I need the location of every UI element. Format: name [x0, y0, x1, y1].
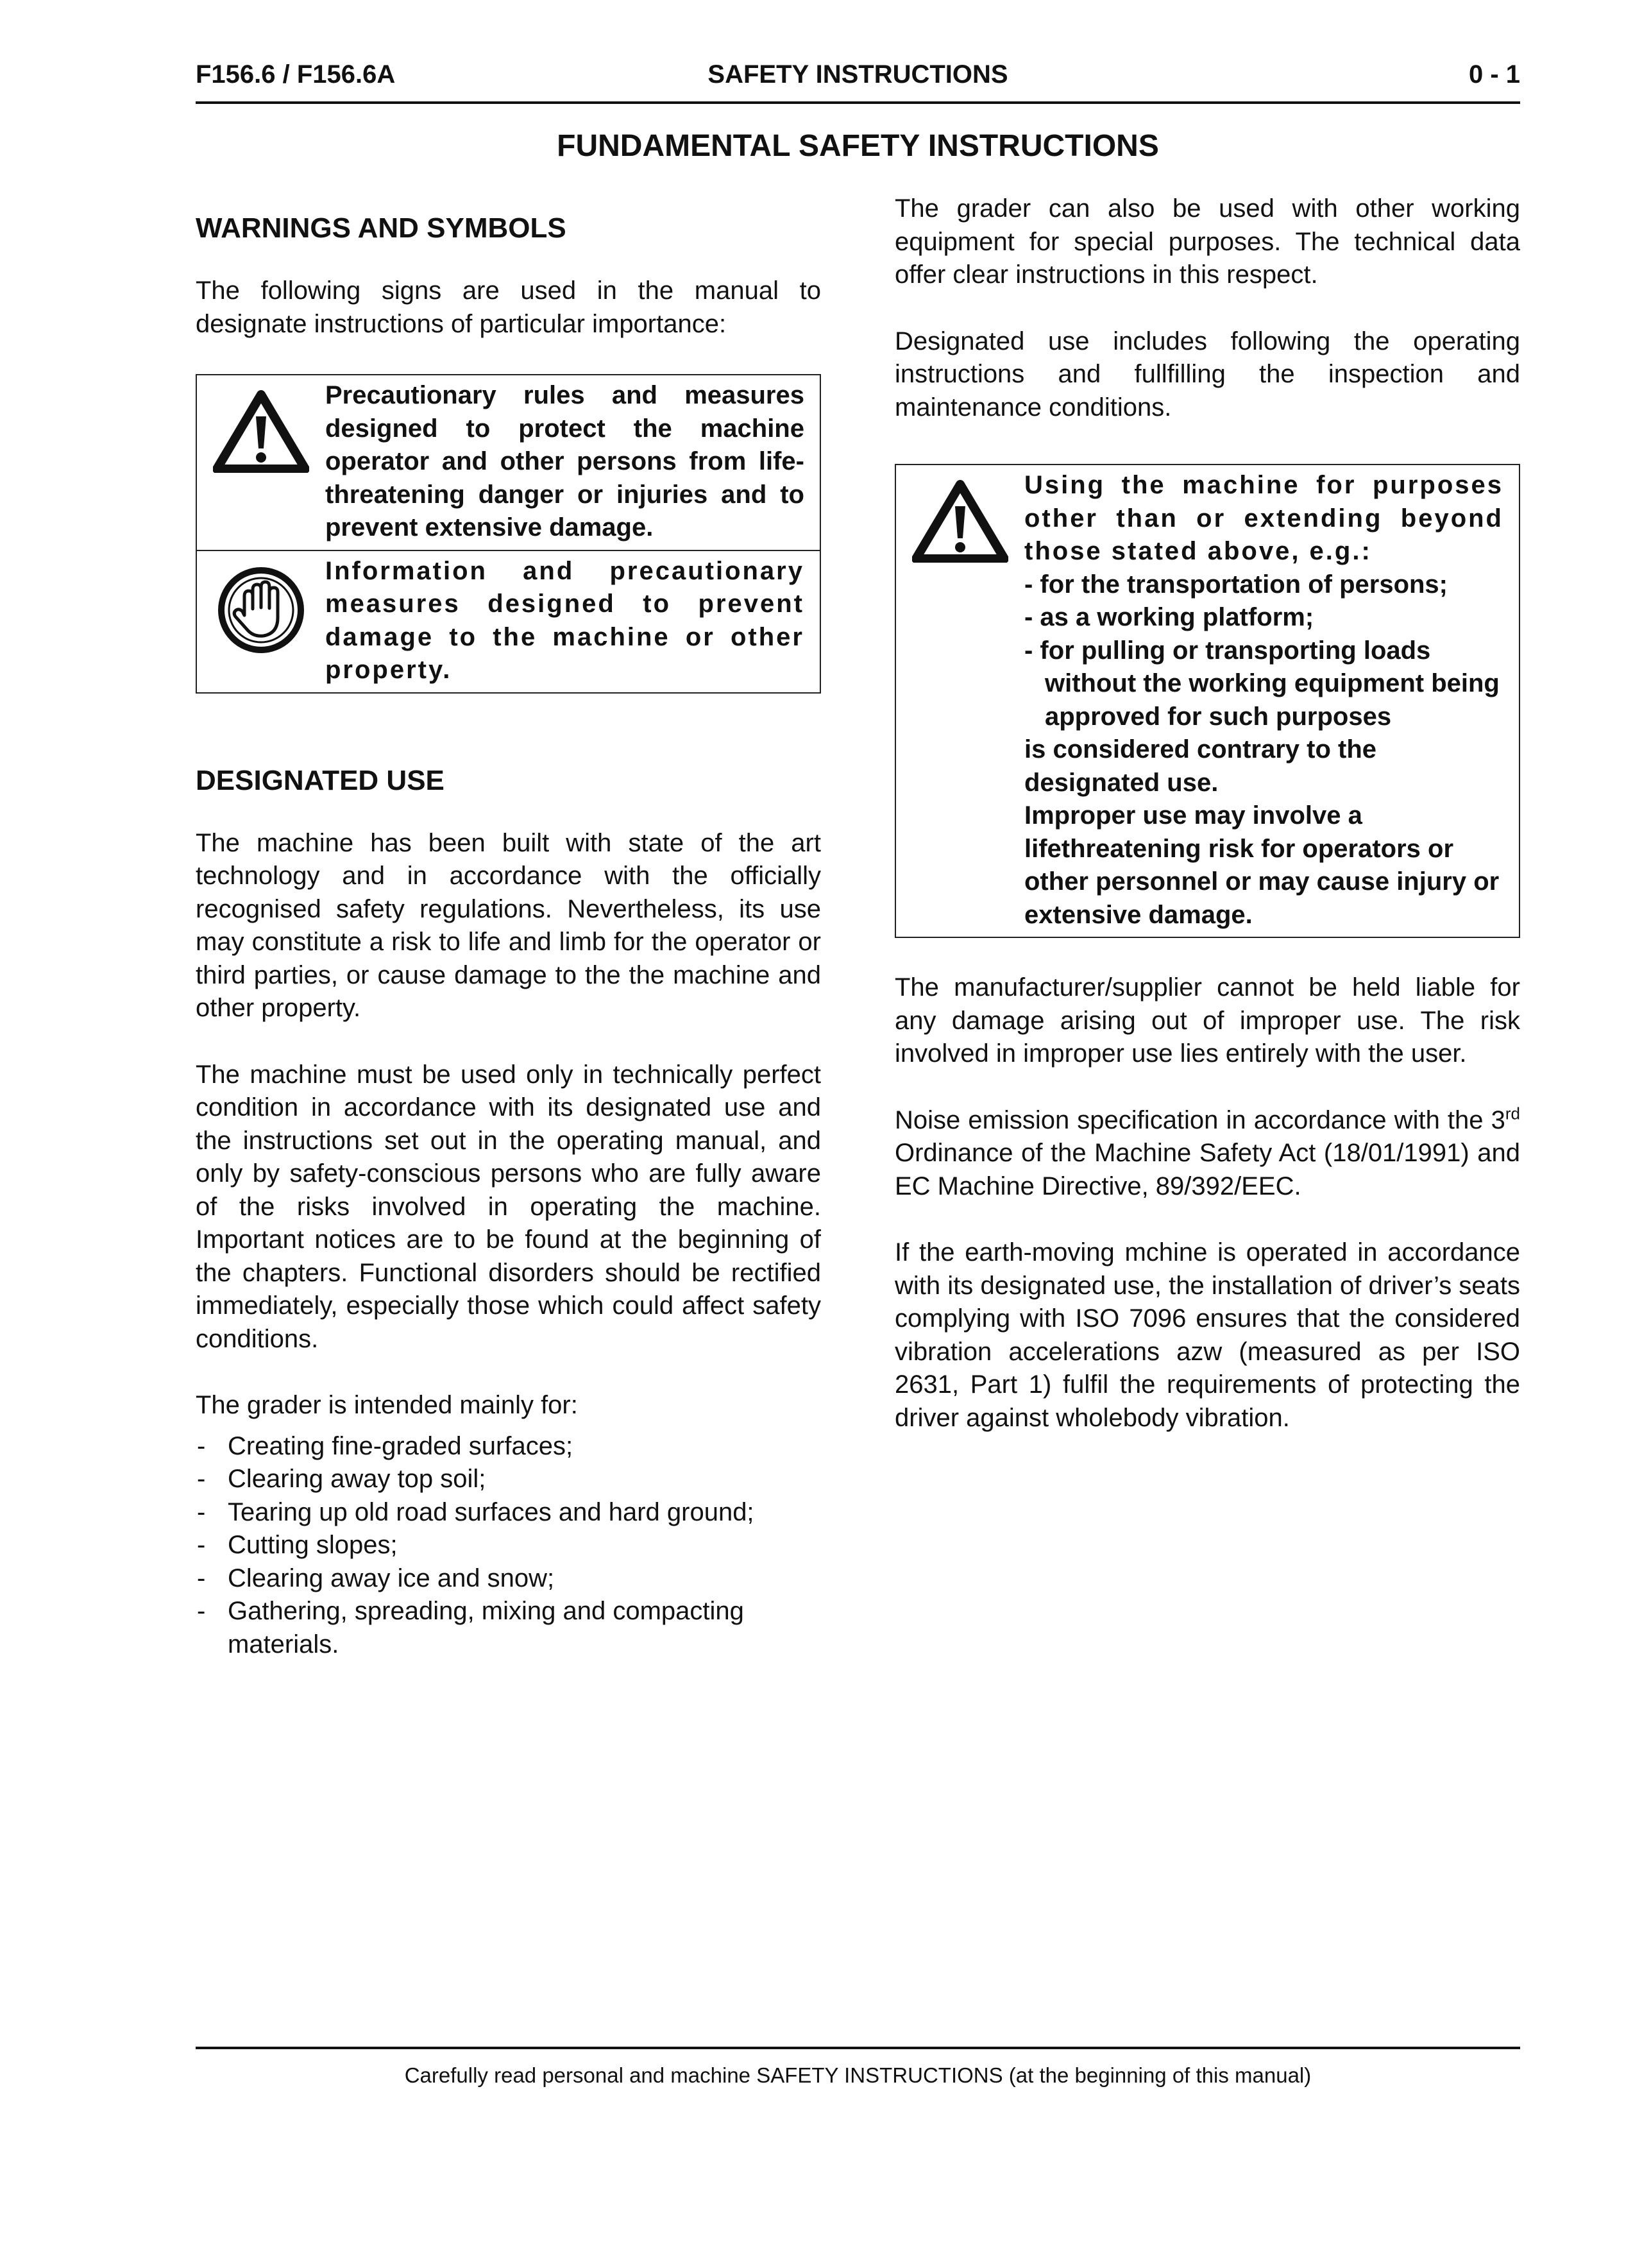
ordinal-suffix: rd: [1505, 1104, 1520, 1123]
grader-uses-list: [196, 1430, 821, 1662]
list-item: - Cutting slopes;: [196, 1529, 821, 1562]
symbol-caution-text: Information and precautionary measures designed to prevent damage to the machine or other property.: [325, 556, 804, 684]
designated-use-paragraph-1: The machine has been built with state of the art technology and in accordance with the officially recognised safety regulations. Nevertheless, its use may constitute a risk to life and limb for the operator or third parties, or cause damage to the the machine and other property.: [196, 828, 821, 1022]
page-header: [196, 56, 1520, 104]
improper-use-warning-box: [895, 464, 1520, 938]
improper-use-warning-text: [1024, 465, 1519, 937]
vibration-paragraph: If the earth-moving mchine is operated in accordance with its designated use, the installation of driver’s seats complying with ISO 7096 ensures that the considered vibration accelerations azw (measured as per ISO 2631, Part 1) fulfil the requirements of protecting the driver against wholebody vibration.: [895, 1238, 1520, 1432]
other-equipment-paragraph: The grader can also be used with other working equipment for special purposes. The technical data offer clear instructions in this respect.: [895, 194, 1520, 289]
warnings-intro: The following signs are used in the manual to designate instructions of particular importance:: [196, 277, 821, 338]
warning-triangle-icon: [896, 465, 1024, 937]
warning-intro: Using the machine for purposes other than or extending beyond those stated above, e.g.:: [1024, 471, 1503, 565]
list-item: - for the transportation of persons;: [1024, 570, 1448, 599]
list-item: - Creating fine-graded surfaces;: [196, 1430, 821, 1463]
noise-text-suffix: Ordinance of the Machine Safety Act (18/01/1991) and EC Machine Directive, 89/392/EEC.: [895, 1139, 1520, 1200]
list-item: - for pulling or transporting loads without the working equipment being approved for such purposes: [1024, 636, 1500, 731]
grader-intro: The grader is intended mainly for:: [196, 1391, 578, 1419]
hand-stop-icon: [197, 551, 325, 692]
model-number: F156.6 / F156.6A: [196, 60, 396, 89]
designated-use-paragraph-2: The machine must be used only in technically perfect condition in accordance with its designated use and the instructions set out in the operating manual, and only by safety-conscious persons who are fully aware of the risks involved in operating the machine. Important notices are to be found at the beginning of the chapters. Functional disorders should be rectified immediately, especially those which could affect safety conditions.: [196, 1060, 821, 1353]
list-item: - Clearing away top soil;: [196, 1463, 821, 1496]
noise-emission-paragraph: [895, 1104, 1520, 1204]
page-number: 0 - 1: [1468, 60, 1520, 89]
page-footer: Carefully read personal and machine SAFETY INSTRUCTIONS (at the beginning of this manual): [404, 2063, 1312, 2087]
warning-conclusion: is considered contrary to the designated use.: [1024, 735, 1377, 797]
warning-triangle-icon: [197, 375, 325, 550]
liability-paragraph: The manufacturer/supplier cannot be held liable for any damage arising out of improper use. The risk involved in improper use lies entirely with the user.: [895, 973, 1520, 1068]
symbol-row-danger: [197, 375, 820, 550]
designated-use-heading: DESIGNATED USE: [196, 764, 444, 796]
footer-divider: [196, 2047, 1520, 2049]
section-title: SAFETY INSTRUCTIONS: [707, 60, 1008, 89]
right-column: [895, 192, 1520, 1468]
warnings-heading: WARNINGS AND SYMBOLS: [196, 212, 566, 244]
noise-text-prefix: Noise emission specification in accordance with the 3: [895, 1105, 1505, 1134]
warning-improper-use: Improper use may involve a lifethreatening risk for operators or other personnel or may cause injury or extensive damage.: [1024, 801, 1500, 929]
symbol-row-caution: [197, 550, 820, 692]
left-column: [196, 192, 821, 1661]
designated-use-includes-paragraph: Designated use includes following the operating instructions and fullfilling the inspection and maintenance conditions.: [895, 327, 1520, 422]
symbols-table: [196, 374, 821, 694]
list-item: - Tearing up old road surfaces and hard ground;: [196, 1496, 821, 1530]
list-item: - as a working platform;: [1024, 603, 1314, 631]
list-item: - Clearing away ice and snow;: [196, 1562, 821, 1596]
warning-list: [1024, 568, 1503, 734]
list-item: - Gathering, spreading, mixing and compacting materials.: [196, 1595, 821, 1661]
page-title: FUNDAMENTAL SAFETY INSTRUCTIONS: [557, 129, 1159, 163]
symbol-danger-text: Precautionary rules and measures designed to protect the machine operator and other persons from life-threatening danger or injuries and to prevent extensive damage.: [325, 381, 804, 541]
